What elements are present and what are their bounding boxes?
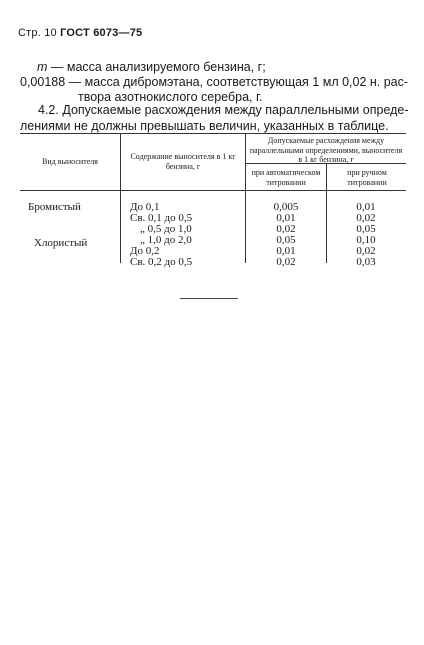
header-automatic: при автоматическом титровании: [251, 168, 321, 187]
cell-content: До 0,2: [130, 245, 160, 257]
paragraph-line-2: лениями не должны превышать величин, указанных в таблице.: [20, 119, 389, 133]
cell-auto: 0,01: [276, 245, 296, 257]
header-manual: при ручном титровании: [347, 168, 387, 187]
table-col-divider-2: [245, 133, 246, 263]
cell-manual: 0,02: [356, 212, 376, 224]
cell-manual: 0,10: [356, 234, 376, 246]
page-number: Стр. 10: [18, 27, 57, 39]
cell-auto: 0,05: [276, 234, 296, 246]
header-carrier-type: Вид выносителя: [42, 157, 98, 166]
table-col-divider-1: [120, 133, 121, 263]
cell-auto: 0,01: [276, 212, 296, 224]
end-of-section-rule: [180, 298, 238, 299]
cell-auto: 0,02: [276, 256, 296, 268]
cell-manual: 0,03: [356, 256, 376, 268]
standard-number: ГОСТ 6073—75: [60, 27, 143, 39]
definition-symbol: m: [37, 60, 48, 74]
cell-content: „ 1,0 до 2,0: [140, 234, 192, 246]
cell-auto: 0,005: [273, 201, 299, 213]
cell-auto: 0,02: [276, 223, 296, 235]
cell-content: „ 0,5 до 1,0: [140, 223, 192, 235]
paragraph-number: 4.2.: [38, 103, 59, 117]
header-tolerance-group: Допускаемые расхождения между параллельными определениями, выносителя в 1 кг бензина, г: [249, 136, 403, 164]
definition-text: — масса анализируемого бензина, г;: [50, 60, 266, 74]
paragraph-line-1: Допускаемые расхождения между параллельными опреде-: [62, 103, 409, 117]
table-top-rule: [20, 133, 406, 134]
paragraph-4-2: [20, 102, 409, 134]
cell-content: До 0,1: [130, 201, 160, 213]
definition-symbol: 0,00188: [20, 75, 66, 89]
definition-text: — масса дибромэтана, соответствующая 1 мл 0,02 н. рас-: [68, 75, 409, 89]
cell-carrier-type: Хлористый: [34, 237, 88, 249]
cell-carrier-type: Бромистый: [28, 201, 81, 213]
cell-content: Св. 0,1 до 0,5: [130, 212, 193, 224]
table-header-rule: [20, 190, 406, 191]
cell-content: Св. 0,2 до 0,5: [130, 256, 193, 268]
definition-dibromoethane: [20, 75, 408, 90]
definition-continuation-text: твора азотнокислого серебра, г.: [78, 90, 263, 104]
cell-manual: 0,05: [356, 223, 376, 235]
definition-m: [37, 60, 266, 75]
page-header: [18, 27, 142, 39]
table-col-divider-3: [326, 163, 327, 263]
cell-manual: 0,02: [356, 245, 376, 257]
cell-manual: 0,01: [356, 201, 376, 213]
header-carrier-content: Содержание выносителя в 1 кг бензина, г: [130, 152, 236, 171]
